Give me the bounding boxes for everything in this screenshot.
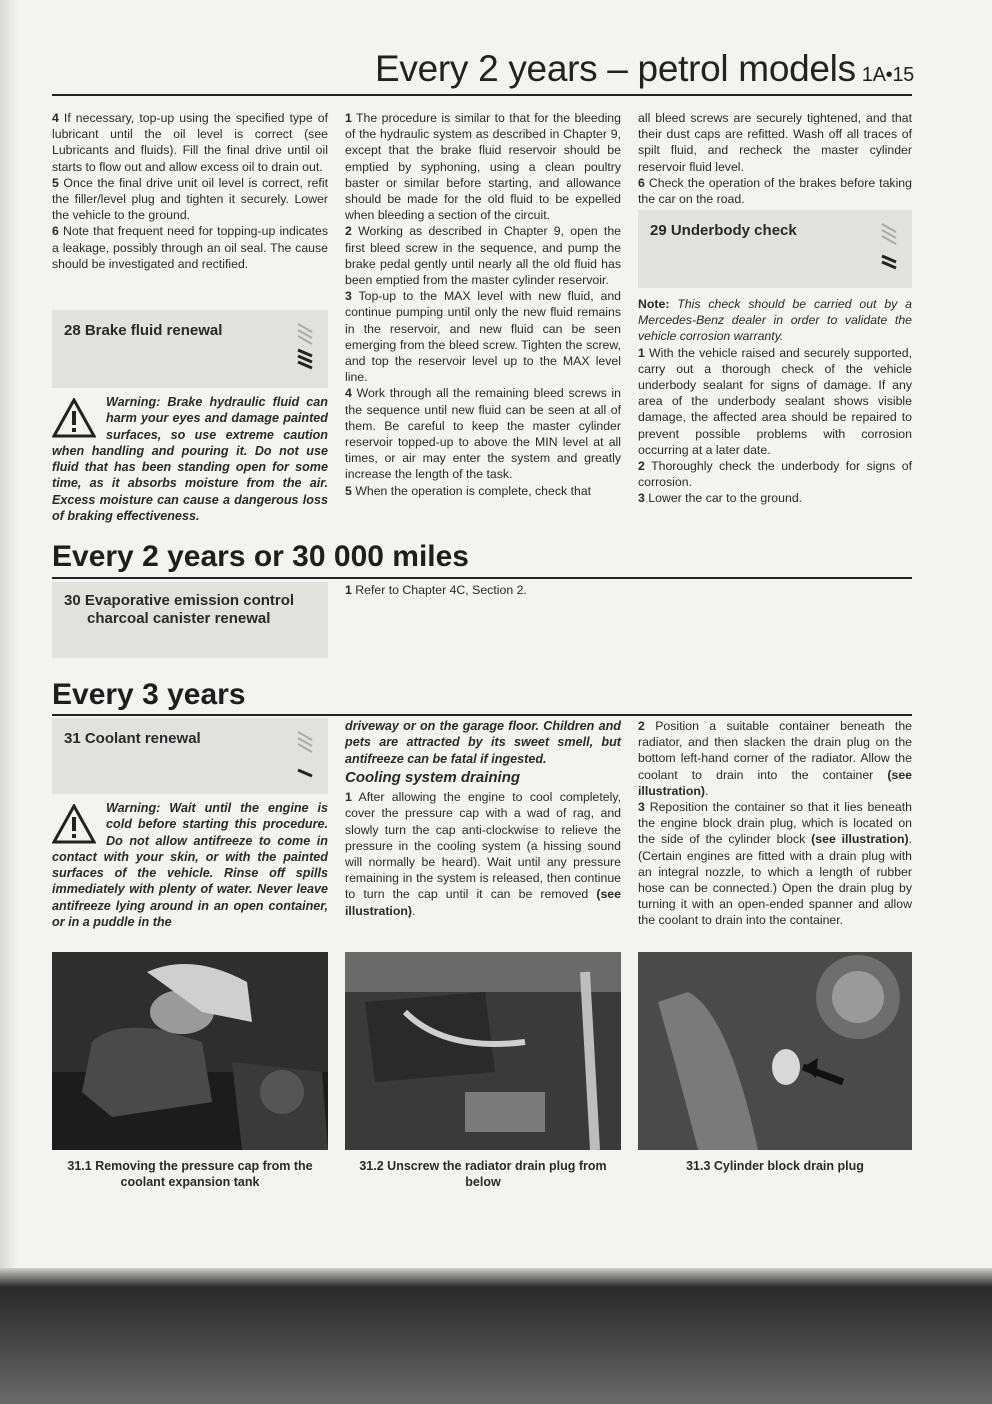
para: 1 With the vehicle raised and securely supported, carry out a thorough check of the vehicle underbody sealant for signs of damage. If any area of the underbody sealant shows visible damage, the affected area should be repaired to prevent possible problems with corrosion occurring at a later date. [638, 345, 912, 457]
header-rule [52, 94, 912, 96]
para: 6 Note that frequent need for topping-up indicates a leakage, possibly through an oil seal. The cause should be investigated and rectified. [52, 224, 328, 271]
para: all bleed screws are securely tightened, and that their dust caps are refitted. Wash off all traces of spilt fluid, and recheck the master cylinder reservoir fluid level. [638, 111, 912, 174]
section-31-warning [52, 800, 328, 930]
para: 6 Check the operation of the brakes before taking the car on the road. [638, 175, 912, 207]
heading-2-years-30000: Every 2 years or 30 000 miles [52, 540, 469, 573]
section-28-box [52, 310, 328, 388]
page-title [375, 48, 914, 90]
spanner-difficulty-icon [292, 320, 318, 372]
note: Note: This check should be carried out by a Mercedes-Benz dealer in order to validate the vehicle corrosion warranty. [638, 297, 912, 344]
spanner-difficulty-icon [876, 220, 902, 272]
warning-triangle-icon [52, 804, 96, 844]
photo-31-2 [345, 952, 621, 1150]
section-30-title: 30 Evaporative emission control charcoal canister renewal [64, 592, 295, 627]
caption-31-2: 31.2 Unscrew the radiator drain plug from below [359, 1159, 607, 1189]
spanner-difficulty-icon [292, 728, 318, 780]
para: 2 Position a suitable container beneath the radiator, and then slacken the drain plug on the bottom left-hand corner of the radiator. Allow the coolant to drain into the container (see illustration). [638, 719, 913, 798]
section-30-text: 1 Refer to Chapter 4C, Section 2. [345, 583, 527, 597]
page-title-text: Every 2 years – petrol models [375, 48, 856, 89]
para: 5 When the operation is complete, check that [345, 483, 592, 498]
section-30-box [52, 582, 328, 658]
warning-text: Warning: Wait until the engine is cold before starting this procedure. Do not allow antifreeze to come in contact with your skin, or with the painted surfaces of the vehicle. Rinse off spills immediately with plenty of water. Never leave antifreeze lying around in an open container, or in a puddle in the [52, 801, 328, 930]
bottom-rule [52, 714, 912, 716]
para: 5 Once the final drive unit oil level is correct, refit the filler/level plug and tighten it securely. Lower the vehicle to the ground. [52, 175, 328, 223]
section-31-title: 31 Coolant renewal [64, 730, 201, 747]
top-col-3 [638, 110, 912, 207]
section-28-title: 28 Brake fluid renewal [64, 322, 223, 339]
para: 1 The procedure is similar to that for the bleeding of the hydraulic system as described in Chapter 9, except that the brake fluid reservoir should be emptied by syphoning, using a clean poultry baster or similar before starting, and allowance should be made for the old fluid to be expelled when bleeding a section of the circuit. [345, 111, 621, 223]
section-29-title: 29 Underbody check [650, 222, 797, 239]
scan-bottom-shadow [0, 1268, 992, 1404]
para: 1 After allowing the engine to cool completely, cover the pressure cap with a wad of rag, and slowly turn the cap anti-clockwise to relieve the pressure in the cooling system (a hissing sound will normally be heard). Wait until any pressure remaining in the system is released, then continue to turn the cap until it can be removed (see illustration). [345, 790, 621, 918]
para: 2 Thoroughly check the underbody for signs of corrosion. [638, 459, 913, 490]
caption-31-1: 31.1 Removing the pressure cap from the coolant expansion tank [67, 1159, 313, 1189]
para: 2 Working as described in Chapter 9, open the first bleed screw in the sequence, and pump the brake pedal gently until nearly all the old fluid has been emptied from the master cylinder reservoir. [345, 224, 621, 288]
warning-triangle-icon [52, 398, 96, 438]
top-col-2 [345, 110, 621, 499]
page-edge-shadow [0, 0, 18, 1268]
top-col-3b [638, 296, 912, 507]
page-number: 1A•15 [861, 64, 914, 86]
section-29-box [638, 210, 912, 288]
heading-every-3-years: Every 3 years [52, 678, 246, 711]
top-col-1 [52, 110, 328, 272]
warning-text: Warning: Brake hydraulic fluid can harm your eyes and damage painted surfaces, so use extreme caution when handling and pouring it. Do not use fluid that has been standing open for some time, as it absorbs moisture from the air. Excess moisture can cause a dangerous loss of braking effectiveness. [52, 395, 328, 524]
bottom-col-2 [345, 718, 621, 919]
section-28-warning [52, 394, 328, 524]
mid-rule [52, 577, 912, 579]
section-31-box [52, 718, 328, 794]
photo-31-1 [52, 952, 328, 1150]
photo-31-3 [638, 952, 912, 1150]
para: 4 If necessary, top-up using the specified type of lubricant until the oil level is correct (see Lubricants and fluids). Fill the final drive until oil starts to flow out and allow excess oil to drain out. [52, 111, 329, 174]
para: 3 Reposition the container so that it lies beneath the engine block drain plug, which is located on the side of the cylinder block (see illustration). (Certain engines are fitted with a drain plug with an integral nozzle, to which a length of rubber hose can be connected.) Open the drain plug by turning it with an open-ended spanner and allow the coolant to drain into the container. [638, 800, 913, 928]
subheading-cooling-draining: Cooling system draining [345, 768, 521, 786]
warning-continued: driveway or on the garage floor. Children and pets are attracted by its sweet smell, but antifreeze can be fatal if ingested. [345, 719, 621, 766]
para: 4 Work through all the remaining bleed screws in the sequence until new fluid can be seen at all of them. Be careful to keep the master cylinder reservoir topped-up to above the MIN level at all times, or air may enter the system and greatly increase the length of the task. [345, 386, 622, 482]
caption-31-3: 31.3 Cylinder block drain plug [686, 1159, 864, 1173]
para: 3 Top-up to the MAX level with new fluid, and continue pumping until only the new fluid remains in the reservoir, and new fluid can be seen emerging from the bleed screw. Tighten the screw, and top the reservoir level up to the MAX level line. [345, 289, 621, 385]
bottom-col-3 [638, 718, 912, 929]
para: 3 Lower the car to the ground. [638, 491, 803, 506]
